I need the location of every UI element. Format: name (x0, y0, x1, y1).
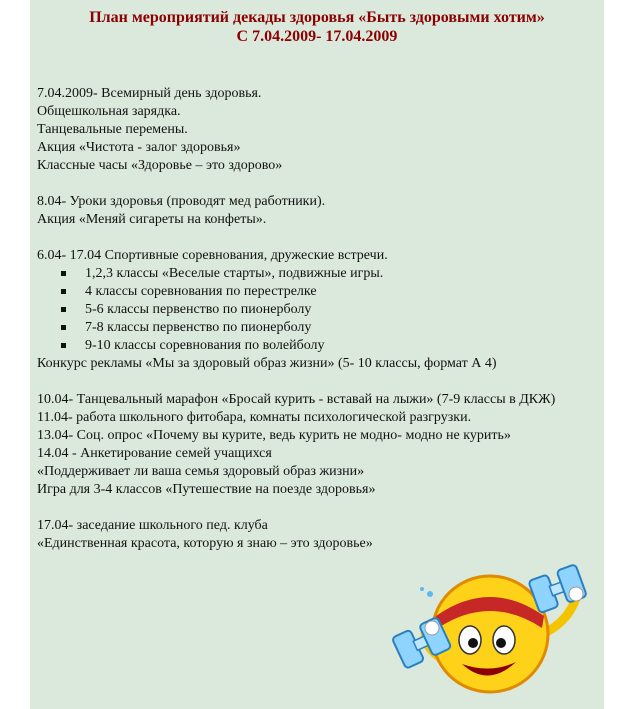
text-line: 11.04- работа школьного фитобара, комнаты психологической разгрузки. (37, 410, 472, 425)
text-line: 10.04- Танцевальный марафон «Бросай курить - вставай на лыжи» (7-9 классы в ДКЖ) (37, 392, 556, 407)
text-line: Классные часы «Здоровье – это здорово» (37, 158, 283, 173)
list-item: 1,2,3 классы «Веселые старты», подвижные игры. (37, 265, 597, 283)
text-line: 6.04- 17.04 Спортивные соревнования, дружеские встречи. (37, 248, 388, 263)
text-line: «Единственная красота, которую я знаю – это здоровье» (37, 536, 373, 551)
bullet-square-icon (61, 271, 66, 276)
text-line: Танцевальные перемены. (37, 122, 188, 137)
title-line-1: План мероприятий декады здоровья «Быть здоровыми хотим» (89, 9, 545, 26)
list-item: 9-10 классы соревнования по волейболу (37, 337, 597, 355)
smiley-dumbbells-icon (392, 556, 606, 706)
list-item: 5-6 классы первенство по пионерболу (37, 301, 597, 319)
list-item: 7-8 классы первенство по пионерболу (37, 319, 597, 337)
text-line: Игра для 3-4 классов «Путешествие на поезде здоровья» (37, 482, 376, 497)
text-line: Конкурс рекламы «Мы за здоровый образ жизни» (5- 10 классы, формат А 4) (37, 356, 497, 371)
bullet-square-icon (61, 343, 66, 348)
text-line: «Поддерживает ли ваша семья здоровый образ жизни» (37, 464, 365, 479)
text-line: Общешкольная зарядка. (37, 104, 181, 119)
page-title (30, 8, 604, 46)
title-line-2: С 7.04.2009- 17.04.2009 (236, 28, 398, 45)
text-line: 13.04- Соц. опрос «Почему вы курите, ведь курить не модно- модно не курить» (37, 428, 511, 443)
text-line: 7.04.2009- Всемирный день здоровья. (37, 86, 262, 101)
text-line: 8.04- Уроки здоровья (проводят мед работники). (37, 194, 326, 209)
document-body (37, 85, 597, 553)
text-line: Акция «Меняй сигареты на конфеты». (37, 212, 267, 227)
bullet-square-icon (61, 325, 66, 330)
text-line: Акция «Чистота - залог здоровья» (37, 140, 241, 155)
bullet-square-icon (61, 289, 66, 294)
sports-list (37, 265, 597, 355)
bullet-square-icon (61, 307, 66, 312)
text-line: 14.04 - Анкетирование семей учащихся (37, 446, 272, 461)
text-line: 17.04- заседание школьного пед. клуба (37, 518, 268, 533)
list-item: 4 классы соревнования по перестрелке (37, 283, 597, 301)
